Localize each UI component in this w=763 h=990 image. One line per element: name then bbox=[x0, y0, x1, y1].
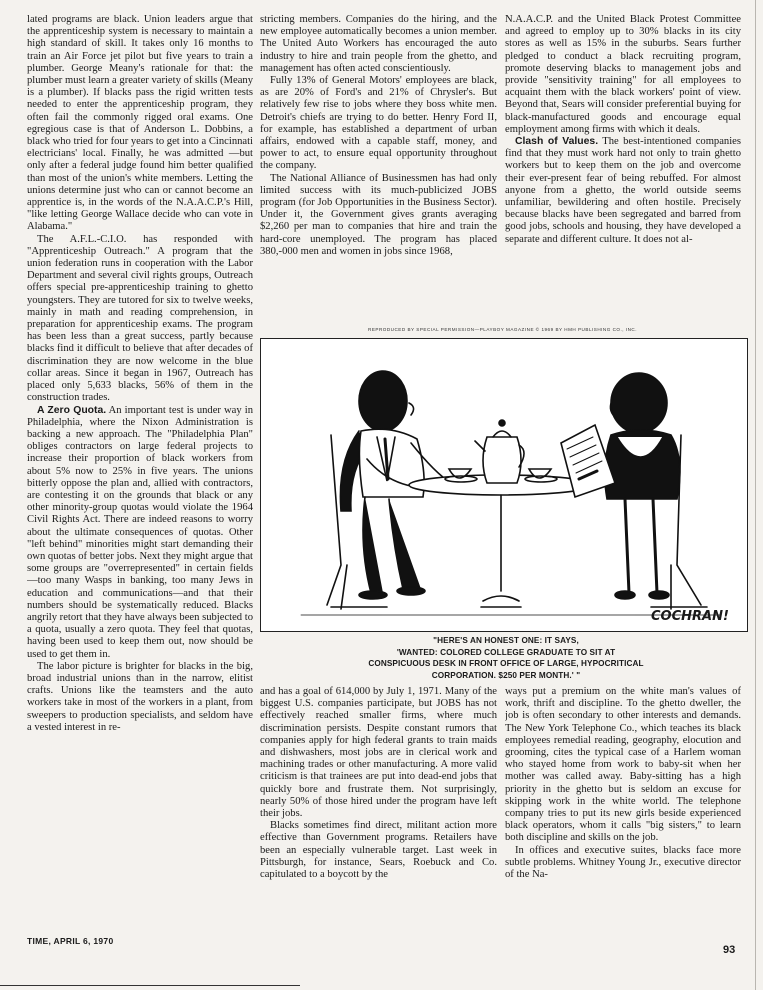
article-column-2-top bbox=[260, 14, 497, 326]
article-column-1 bbox=[27, 14, 253, 932]
subhead-zero-quota: A Zero Quota. bbox=[37, 404, 107, 416]
paragraph: N.A.A.C.P. and the United Black Protest Committee and agreed to employ up to 30% blacks in its city stores as well as 15% in the suburbs. Sears further pledged to conduct a black recruiting program, promote deserving blacks to management jobs and provide "sensitivity training" for all employees to acquaint them with the black workers' point of view. Beyond that, Sears will consider preferential buying for black-manufactured goods and encourage equal employment among firms with which it deals. bbox=[505, 14, 741, 135]
paragraph: The National Alliance of Businessmen has had only limited success with its much-publicized JOBS program (for Job Opportunities in the Business Sector). Under it, the Government gives grants averaging $2,260 per man to companies that hire and train the hard-core unemployed. The program has placed 380,-000 men and women in jobs since 1968, bbox=[260, 172, 497, 257]
cartoon-caption bbox=[262, 635, 750, 681]
paragraph: The labor picture is brighter for blacks in the big, broad industrial unions than in the narrow, elitist crafts. Unions like the teamsters and the auto workers take in most of the workers in a plant, from sweepers to production specialists, and seldom have a vested interest in re- bbox=[27, 660, 253, 733]
paragraph: Fully 13% of General Motors' employees are black, as are 20% of Ford's and 21% of Chrysler's. But relatively few rise to jobs where they boss white men. Detroit's chiefs are trying to do better. Henry Ford II, for example, has established a department of urban affairs, endowed with a capable staff, money, and power to act, to ensure equal opportunity throughout the company. bbox=[260, 75, 497, 172]
paragraph: In offices and executive suites, blacks face more subtle problems. Whitney Young Jr., executive director of the Na- bbox=[505, 844, 741, 881]
paragraph: lated programs are black. Union leaders argue that the apprenticeship system is necessary to maintain a high standard of skill. It takes only 16 months to train an Air Force jet pilot but five years to train a plumber. George Meany's rationale for that: the plumber must learn a greater variety of skills (Meany is a plumber). If blacks pass the rigid written tests needed to enter the apprenticeship program, they often fail the commonly rigged oral exams. One egregious case is that of Anderson L. Dobbins, a black who tried for four years to get into a Cincinnati electricians' local. Finally, he was admitted —but only after a federal judge found him better qualified than most of the union's white members. Letting the unions determine just who can or cannot become an apprentice is, in the words of the N.A.A.C.P.'s Hill, "like letting George Wallace decide who can vote in Alabama." bbox=[27, 14, 253, 233]
paragraph bbox=[505, 136, 741, 246]
paragraph: and has a goal of 614,000 by July 1, 1971. Many of the biggest U.S. companies participate, but JOBS has not effectively reached smaller firms, where much discrimination persists. Despite constant rumors that companies apply for high federal grants to train maids and dishwashers, most jobs are in clerical work and machining trades or other manufacturing. A more valid criticism is that trainees are put into dead-end jobs that quickly bore and frustrate them. Not surprisingly, nearly 50% of those hired under the program have left their jobs. bbox=[260, 686, 497, 820]
paragraph: stricting members. Companies do the hiring, and the new employee automatically becomes a union member. The United Auto Workers has encouraged the auto industry to hire and train people from the ghetto, and management has often acted conscientiously. bbox=[260, 14, 497, 74]
paragraph: ways put a premium on the white man's values of work, thrift and discipline. To the ghetto dweller, the job is often secondary to other interests and demands. The New York Telephone Co., which teaches its black employees remedial reading, geography, elocution and grooming, cites the typical case of a Harlem woman who stayed home from work to baby-sit when her mother was called away. Baby-sitting has a high priority in the ghetto but is seldom an excuse for skipping work in the white world. The telephone company tries to put its new girls beside experienced black operators, whom it calls "big sisters," to learn both discipline and skills on the job. bbox=[505, 686, 741, 844]
page-number: 93 bbox=[723, 944, 736, 956]
subhead-clash-of-values: Clash of Values. bbox=[515, 136, 599, 148]
page-edge bbox=[755, 0, 756, 990]
caption-line: "HERE'S AN HONEST ONE: IT SAYS, bbox=[433, 636, 579, 645]
article-column-2-bottom bbox=[260, 686, 497, 934]
cartoon-drawing bbox=[261, 339, 747, 631]
cartoon-signature: COCHRAN! bbox=[651, 609, 729, 624]
paragraph: Blacks sometimes find direct, militant action more effective than Government programs. Retailers have been an especially vulnerable target. Last week in Pittsburgh, for instance, Sears, Roebuck and Co. capitulated to a boycott by the bbox=[260, 820, 497, 881]
paragraph bbox=[27, 405, 253, 661]
article-column-3-top bbox=[505, 14, 741, 326]
caption-line: 'WANTED: COLORED COLLEGE GRADUATE TO SIT AT bbox=[396, 647, 616, 657]
paragraph-text: The best-intentioned companies find that they must work hard not only to train ghetto workers but to keep them on the job and overcome their ever-present fear of being rebuffed. For almost anyone from a ghetto, the world outside seems unfamiliar, bewildering and often hostile. Precisely because blacks have been segregated and barred from good jobs, schools and housing, they have developed a separate and different culture. It does not al- bbox=[505, 136, 741, 245]
bottom-rule bbox=[0, 985, 300, 986]
caption-line: CONSPICUOUS DESK IN FRONT OFFICE OF LARGE, HYPOCRITICAL bbox=[368, 659, 644, 669]
caption-line: CORPORATION. $250 PER MONTH.' " bbox=[431, 670, 581, 680]
paragraph: The A.F.L.-C.I.O. has responded with "Apprenticeship Outreach." A program that the union federation runs in cooperation with the Labor Department and several civil rights groups, Outreach offers special pre-apprenticeship training to ghetto youngsters. They are tutored for six to twelve weeks, mainly in math and reading comprehension, in preparation for apprenticeship exams. The program has been less than a great success, partly because blacks find it difficult to believe that after decades of discrimination they are now welcome in the blue collar areas. Since it began in 1967, Outreach has placed only 5,633 blacks, 56% of them in the construction trades. bbox=[27, 233, 253, 404]
issue-footer: TIME, APRIL 6, 1970 bbox=[27, 936, 114, 946]
paragraph-text: An important test is under way in Philadelphia, where the Nixon Administration is backing a new approach. The "Philadelphia Plan" obliges contractors on large federal projects to increase their proportion of black workers from about 5% now to 25% in five years. The unions bitterly oppose the plan and, allied with contractors, are contesting it on the grounds that black or any other minority-group quotas would violate the 1964 Civil Rights Act. There are indeed reasons to worry about the ultimate consequences of quotas. Other "left behind" minorities might start demanding their own quotas of better jobs. Next they might argue that some groups are "overrepresented" in certain fields —too many Wasps in banking, too many Jews in education and communications—and that their numbers should be systematically reduced. Blacks angrily retort that they have always been subjected to a quota, usually a zero quota. They feel that quotas, having been used to keep them out, now should be used to get them in. bbox=[27, 404, 253, 660]
cartoon-credit: REPRODUCED BY SPECIAL PERMISSION—PLAYBOY MAGAZINE © 1969 BY HMH PUBLISHING CO., INC. bbox=[368, 327, 638, 332]
article-column-3-bottom bbox=[505, 686, 741, 934]
cartoon-illustration bbox=[260, 338, 748, 632]
